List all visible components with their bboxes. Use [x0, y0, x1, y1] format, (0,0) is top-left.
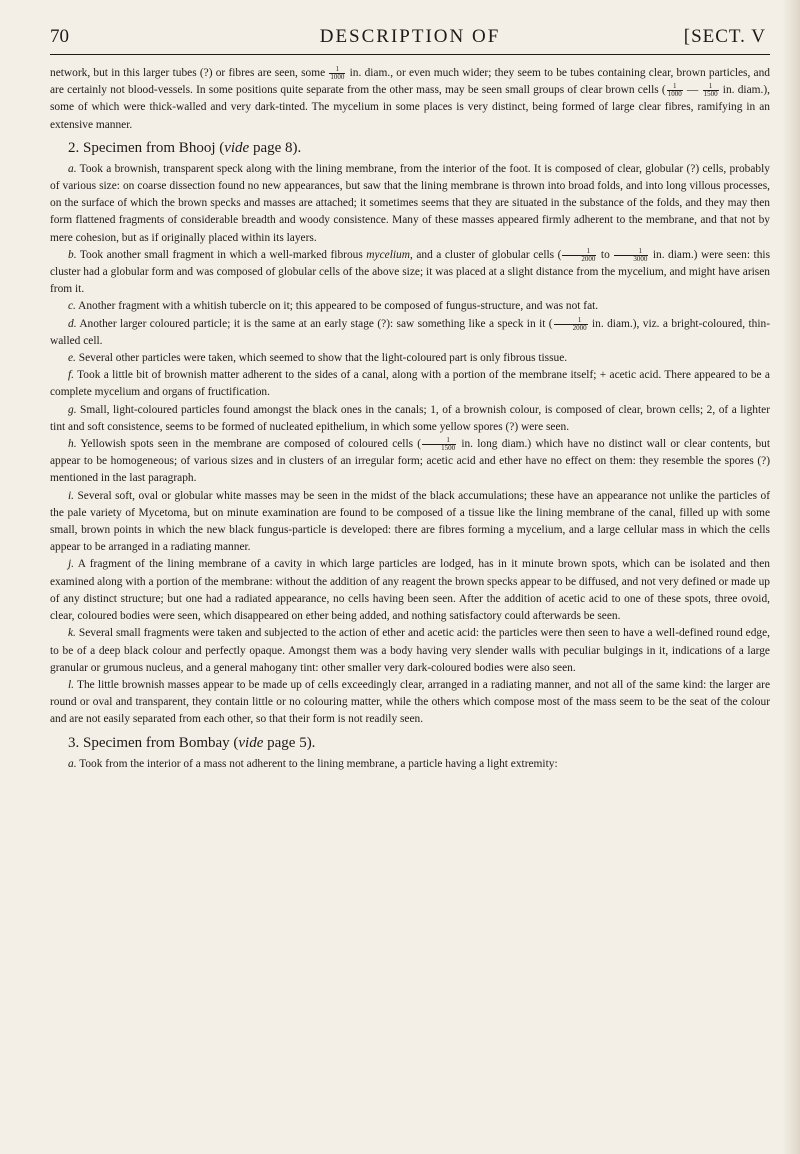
paragraph-f: f. Took a little bit of brownish matter adherent to the sides of a canal, along with a portion of the membrane itself; + acetic acid. There appeared to be a complete mycelium and organs of fructification. [50, 369, 770, 399]
fraction: $\frac{1}{1500}$ [703, 82, 718, 99]
fraction: $\frac{1}{1000}$ [667, 82, 682, 99]
section-marker: [SECT. V [683, 26, 766, 47]
page-body [50, 65, 770, 773]
paragraph-a: a. Took a brownish, transparent speck along with the lining membrane, from the interior of the foot. It is composed of clear, globular (?) cells, probably of various size: on coarse dissection found no new appearances, but saw that the lining membrane is thrown into broad folds, and into long villous processes, on the surface of which the brown specks and masses are attached; it sometimes seems that they are situated in the substance of the folds, and they may then form flattened fragments of considerable breadth and woody consistence. Many of these masses appeared firmly adherent to the membrane, and that not by mere cohesion, but as if originally placed within its layers. [50, 162, 770, 244]
book-page [50, 24, 770, 773]
section-heading-bombay: 3. Specimen from Bombay (vide page 5). [68, 734, 316, 751]
fraction: $\frac{1}{2000}$ [554, 317, 588, 332]
paragraph-g: g. Small, light-coloured particles found amongst the black ones in the canals; 1, of a brownish colour, is composed of clear, brown cells; 2, of a lighter tint and soft consistence, seems to be formed of nucleated epithelium, in which some yellow spores (?) were seen. [50, 403, 770, 433]
running-header [50, 24, 770, 55]
paragraph-c: c. Another fragment with a whitish tubercle on it; this appeared to be composed of fungus-structure, and was not fat. [68, 300, 599, 313]
paragraph-i: i. Several soft, oval or globular white masses may be seen in the midst of the black accumulations; these have an appearance not unlike the particles of the pale variety of Mycetoma, but on minute examination are found to be composed of a tissue like the lining membrane of the canal, filled up with some small, brown points in which the new black fungus-particle is developed: there are fibres forming a mycelium, and a large cellular mass in which the cells appear to be arranged in a radiating manner. [50, 489, 770, 554]
fraction: $\frac{1}{1000}$ [330, 64, 345, 81]
paragraph-b: b. Took another small fragment in which a well-marked fibrous mycelium, and a cluster of globular cells ( $\frac{1}{2000}$ to $\frac{1}{3000}$ in. diam.) were seen: this cluster had a globular form and was composed of globular cells of the above size; it was placed at a slight distance from the mycelium, and might have arisen from it. [50, 246, 771, 296]
paragraph-k: k. Several small fragments were taken and subjected to the action of ether and acetic acid: the particles were then seen to have a well-defined round edge, to be of a deep black colour and perfectly opaque. Amongst them was a body having very slender walls with peculiar bulgings in it, indications of a large granular or grumous nucleus, and a general mahogany tint: other smaller very dark-coloured bodies were also seen. [50, 627, 770, 674]
paragraph-j: j. A fragment of the lining membrane of a cavity in which large particles are lodged, has in it minute brown spots, which can be isolated and then examined along with a portion of the membrane: without the addition of any reagent the brown specks appear to be diffused, and not very defined or made up of any distinct structure; but one had a radiated appearance, no cells having been seen. After the addition of acetic acid to one of these spots, three ovoid, clear, coloured bodies were seen, which disappeared on ether being added, and nothing satisfactory could afterwards be seen. [50, 558, 770, 623]
page-edge-shadow [782, 0, 800, 1154]
fraction: $\frac{1}{3000}$ [614, 248, 648, 263]
paragraph-bombay-a: a. Took from the interior of a mass not adherent to the lining membrane, a particle having a light extremity: [68, 757, 558, 770]
running-title: DESCRIPTION OF [319, 26, 501, 47]
paragraph-d: d. Another larger coloured particle; it is the same at an early stage (?): saw something like a speck in it ( $\frac{1}{2000}$ in. diam.), viz. a bright-coloured, thin-walled cell. [50, 315, 770, 347]
paragraph-l: l. The little brownish masses appear to be made up of cells exceedingly clear, arranged in a radiating manner, and not all of the same kind: the larger are round or oval and transparent, they contain little or no colouring matter, while the others which compose most of the mass seem to be the seat of the colour and are not easily separated from each other, so that their form is not readily seen. [50, 678, 770, 726]
page-number: 70 [50, 26, 69, 47]
fraction: $\frac{1}{2000}$ [562, 248, 596, 263]
opening-paragraph: network, but in this larger tubes (?) or fibres are seen, some $\frac{1}{1000}$ in. diam., or even much wider; they seem to be tubes containing clear, brown particles, and are certainly not blood-vessels. In some positions quite separate from the other mass, may be seen small groups of clear brown cells ( $\frac{1}{1000}$ — $\frac{1}{1500}$ in. diam.), some of which were thick-walled and very dark-tinted. The mycelium in some places is very distinct, being formed of large clear fibres, ramifying in an extensive manner. [50, 64, 771, 131]
fraction: $\frac{1}{1500}$ [422, 437, 456, 452]
paragraph-h: h. Yellowish spots seen in the membrane are composed of coloured cells ( $\frac{1}{1500}$ in. long diam.) which have no distinct wall or clear contents, but appear to be homogeneous; of various sizes and in clusters of an irregular form; acetic acid and ether have no effect on them: they resemble the spores (?) mentioned in the last paragraph. [50, 435, 770, 485]
paragraph-e: e. Several other particles were taken, which seemed to show that the light-coloured part is only fibrous tissue. [68, 352, 568, 365]
section-heading-bhooj: 2. Specimen from Bhooj (vide page 8). [68, 139, 302, 156]
